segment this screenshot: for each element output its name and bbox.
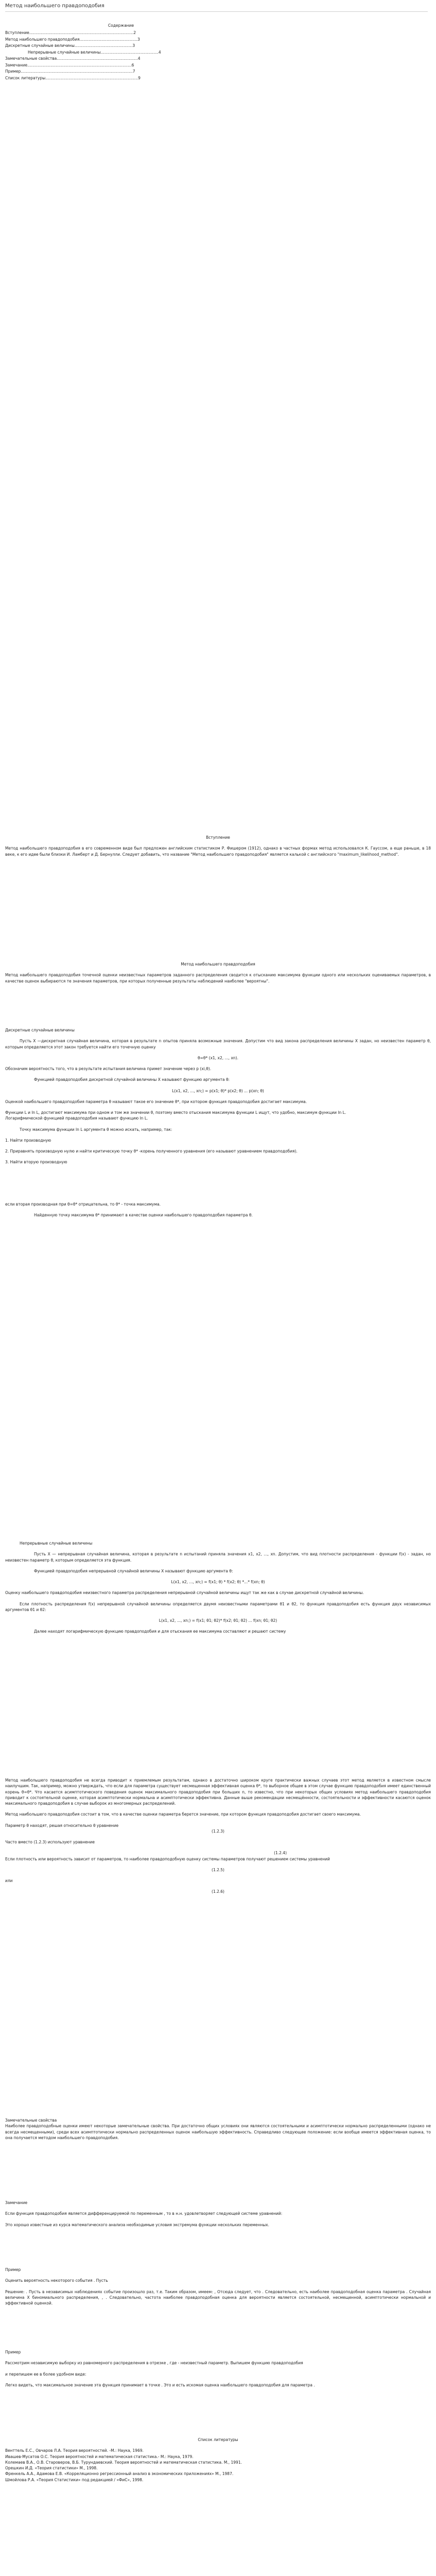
section-heading: Список литературы [198,2437,238,2442]
references-section [5,2437,431,2483]
section-heading: Метод наибольшего правдоподобия [181,962,255,967]
paragraph: Метод наибольшего правдоподобия в его современном виде был предложен английским статистиком Р. Фишером (1912), однако в частных формах метод использовался К. Гауссом, а еще раньше, в 18 веке, к его идее были близки И. Ламберт и Д. Бернулли. Следует добавить, что название "Метод наибольшего правдоподобия" является калькой с английского "maximum_likelihood_method". [5,846,431,857]
paragraph: Пусть X — непрерывная случайная величина, которая в результате n испытаний приняла значения x1, x2, ..., xn. Допустим, что вид плотности распределения - функции f(x) - задан, но неизвестен параметр θ, которым определяется эта функция. [5,1552,431,1563]
section-heading: Замечание [5,2200,28,2205]
example-section [5,2349,431,2388]
toc-item[interactable]: Пример……………………………………………………………………………7 [5,69,135,74]
mle-section [5,961,431,984]
paragraph: Найденную точку максимума θ* принимают в качестве оценки наибольшего правдоподобия параметра θ. [34,1212,253,1217]
properties-summary-section [5,2117,431,2141]
toc-heading: Содержание [108,23,134,28]
section-heading: Замечательные свойства [5,2118,57,2123]
equation: θ=θ* (x1, x2, ..., xn). [198,1055,238,1060]
equation-number: (1.2.6) [212,1889,224,1894]
paragraph: Пусть X —дискретная случайная величина, которая в результате n опытов приняла возможные значения. Допустим что вид закона распределения величины X задан, но неизвестен параметр θ, которым определяется этот закон требуется найти его точечную оценку [5,1039,431,1049]
paragraph: Метод наибольшего правдоподобия точечной оценки неизвестных параметров заданного распределения сводится к отысканию максимума функции одного или нескольких оцениваемых параметров, в качестве оценок выбираются те значения параметров, при которых полученные результаты наблюдений наиболее "вероятны". [5,973,431,984]
paragraph: Часто вместо (1.2.3) используют уравнение [5,1840,95,1844]
properties-section [5,1777,431,1895]
page-title: Метод наибольшего правдоподобия [5,3,104,9]
toc-item[interactable]: Вступление………………………………………………………………………2 [5,30,136,35]
discrete-section [5,1027,431,1218]
paragraph: Функцией правдоподобия дискретной случайной величины X называют функцию аргумента θ: [34,1077,230,1082]
intro-section [5,835,431,857]
paragraph: Функции L и ln L, достигают максимума при одном и том же значении θ, поэтому вместо отыскания максимума функции L ищут, что удобно, максимум функции ln L. [5,1110,346,1115]
section-heading: Непрерывные случайные величины [20,1541,93,1546]
equation-number: (1.2.3) [212,1828,224,1834]
equation: L(x1, x2, ..., xn;) = p(x1; θ)* p(x2; θ) ... p(xn; θ) [172,1088,264,1093]
paragraph: Наиболее правдоподобные оценки имеют некоторые замечательные свойства. При достаточно общих условиях они являются состоятельными и асимптотически нормально распределенными (однако не всегда несмещенными), среди всех асимптотически нормально распределенных оценок наибольшую эффективность. Справедливо следующее положение: если вообще имеется эффективная оценка, то она получается методом наибольшего правдоподобия. [5,2124,431,2140]
reference-item: Венттель Е.С., Овчаров Л.А. Теория вероятностей. -М.: Наука, 1969. [5,2448,144,2453]
toc-item[interactable]: Дискретные случайные величины………………………………………3 [5,43,135,48]
equation: L(x1, x2, ..., xn;) = f(x1; θ) * f(x2; θ) *...* f(xn; θ) [171,1580,265,1584]
paragraph: если вторая производная при θ=θ* отрицательна, то θ* - точка максимума. [5,1201,161,1207]
paragraph: Параметр θ находят, решая относительно θ уравнение [5,1823,119,1828]
reference-item: Френкель А.А., Адамова Е.В. «Корреляционно регрессионный анализ в экономических приложениях» М., 1987. [5,2471,234,2477]
paragraph: и перепишем ее в более удобном виде: [5,2371,86,2377]
step-item: 1. Найти производную [5,1138,51,1143]
toc-item[interactable]: Метод наибольшего правдоподобия………………………………………3 [5,37,140,42]
paragraph: Точку максимума функции ln L аргумента θ можно искать, например, так: [20,1127,172,1132]
paragraph: Оценку наибольшего правдоподобия неизвестного параметра распределения непрерывной случайной величины ищут так же как в случае дискретной случайной величины. [5,1590,364,1596]
paragraph: Функцией правдоподобия непрерывной случайной величины X называют функцию аргумента θ: [34,1568,233,1573]
paragraph: Это хорошо известные из курса математического анализа необходимые условия экстремума функции нескольких переменных. [5,2222,269,2227]
step-item: 3. Найти вторую производную [5,1160,67,1165]
reference-item: Орешкин И.Д. «Теория статистики» М., 1998. [5,2466,98,2470]
paragraph: Метод наибольшего правдоподобия состоит в том, что в качестве оценки параметра берется значение, при котором функция правдоподобия достигает своего максимума. [5,1812,361,1817]
continuous-section [5,1540,431,1635]
paragraph: Рассмотрим независимую выборку из равномерного распределения в отрезке , где - неизвестный параметр. Выпишем функцию правдоподобия [5,2361,303,2366]
toc-item[interactable]: Замечание………………………………………………………………………6 [5,62,134,67]
toc-item[interactable]: Непрерывные случайные величины………………………………………4 [28,49,161,55]
equation: L(x1, x2, ..., xn;) = f(x1; θ1; θ2)* f(x2; θ1; θ2) ... f(xn; θ1; θ2) [159,1618,277,1623]
toc-item[interactable]: Замечательные свойства………………………………………………………4 [5,56,141,61]
paragraph: Легко видеть, что максимальное значение эта функция принимает в точке . Это и есть искомая оценка наибольшего правдоподобия для параметра . [5,2382,315,2387]
section-heading: Пример [5,2267,21,2272]
paragraph: Решение: . Пусть в независимых наблюдениях событие произошло раз, т.е. Таким образом, имеем: , Отсюда следует, что . Следовательно, есть наиболее правдоподобная оценка параметра . Случайная величина X биномиального распределения, , . Следовательно, частота наиболее правдоподобная оценка для вероятности является состоятельной, несмещенной, асимптотически нормальной и эффективной оценкой. [5,2289,431,2306]
remark-section [5,2200,431,2228]
paragraph: Обозначим вероятность того, что в результате испытания величина примет значение через p (xi,θ). [5,1066,212,1071]
paragraph: Далее находят логарифмическую функцию правдоподобия и для отыскания ее максимума составляют и решают систему [34,1629,286,1634]
reference-item: Колемаев В.А., О.В. Староверов, В.Б. Турундаевский. Теория вероятностей и математическая статистика. М., 1991. [5,2460,242,2465]
paragraph: Оценкой наибольшего правдоподобия параметра θ называют такое его значение θ*, при котором функция правдоподобия достигает максимума. [5,1099,307,1104]
step-item: 2. Приравнять производную нулю и найти критическую точку θ* -корень полученного уравнения (его называют уравнением правдоподобия). [5,1149,298,1154]
paragraph: Если плотность или вероятность зависит от параметров, то наиболее правдоподобную оценку системы параметров получают решением системы уравнений [5,1856,330,1861]
paragraph: Логарифмической функцией правдоподобия называют функцию ln L. [5,1116,148,1121]
section-heading: Вступление [206,835,230,840]
paragraph: или [5,1878,13,1883]
paragraph: Оценить вероятность некоторого события . Пусть [5,2278,108,2283]
table-of-contents [5,30,247,81]
paragraph: Если плотность распределения f(x) непрерывной случайной величины определяется двумя неизвестными параметрами θ1 и θ2, то функция правдоподобия есть функция двух независимых аргументов θ1 и θ2: [5,1601,431,1612]
equation-number: (1.2.5) [212,1867,224,1872]
section-heading: Пример [5,2350,21,2354]
equation-number: (1.2.4) [274,1851,287,1856]
reference-item: Шмойлова Р.А. «Теория Статистики» под редакцией / «ФиС», 1998. [5,2477,144,2482]
title-divider [5,11,428,12]
section-heading: Дискретные случайные величины [5,1028,75,1032]
reference-item: Ивашев-Мусатов О.С. Теория вероятностей и математическая статистика.- М.: Наука, 1979. [5,2454,194,2459]
example-section [5,2267,431,2306]
paragraph: Метод наибольшего правдоподобия не всегда приводит к приемлемым результатам, однако в достаточно широком круге практически важных случаев этот метод является в известном смысле наилучшим. Так, например, можно утверждать, что если для параметра существует несмещенная эффективная оценка θ*, то выборное общее в этом случае функцию правдоподобия имеет единственный корень θ=θ*. Что касается асимптотического поведения оценок максимального правдоподобия при больших n, то известно, что при некоторых общих условиях метод наибольшего правдоподобия приводит к состоятельной оценке, которая асимптотически нормальна и асимптотически эффективна. Данные выше рекомендации несмещённости, состоятельности и эффективности касаются оценок максимального правдоподобия в случае выборок из многомерных распределений. [5,1778,431,1806]
paragraph: Если функция правдоподобия является дифференцируемой по переменным , то в н.н. удовлетворяет следующей системе уравнений: [5,2211,283,2216]
toc-item[interactable]: Список литературы………………………………………………………………9 [5,75,141,80]
